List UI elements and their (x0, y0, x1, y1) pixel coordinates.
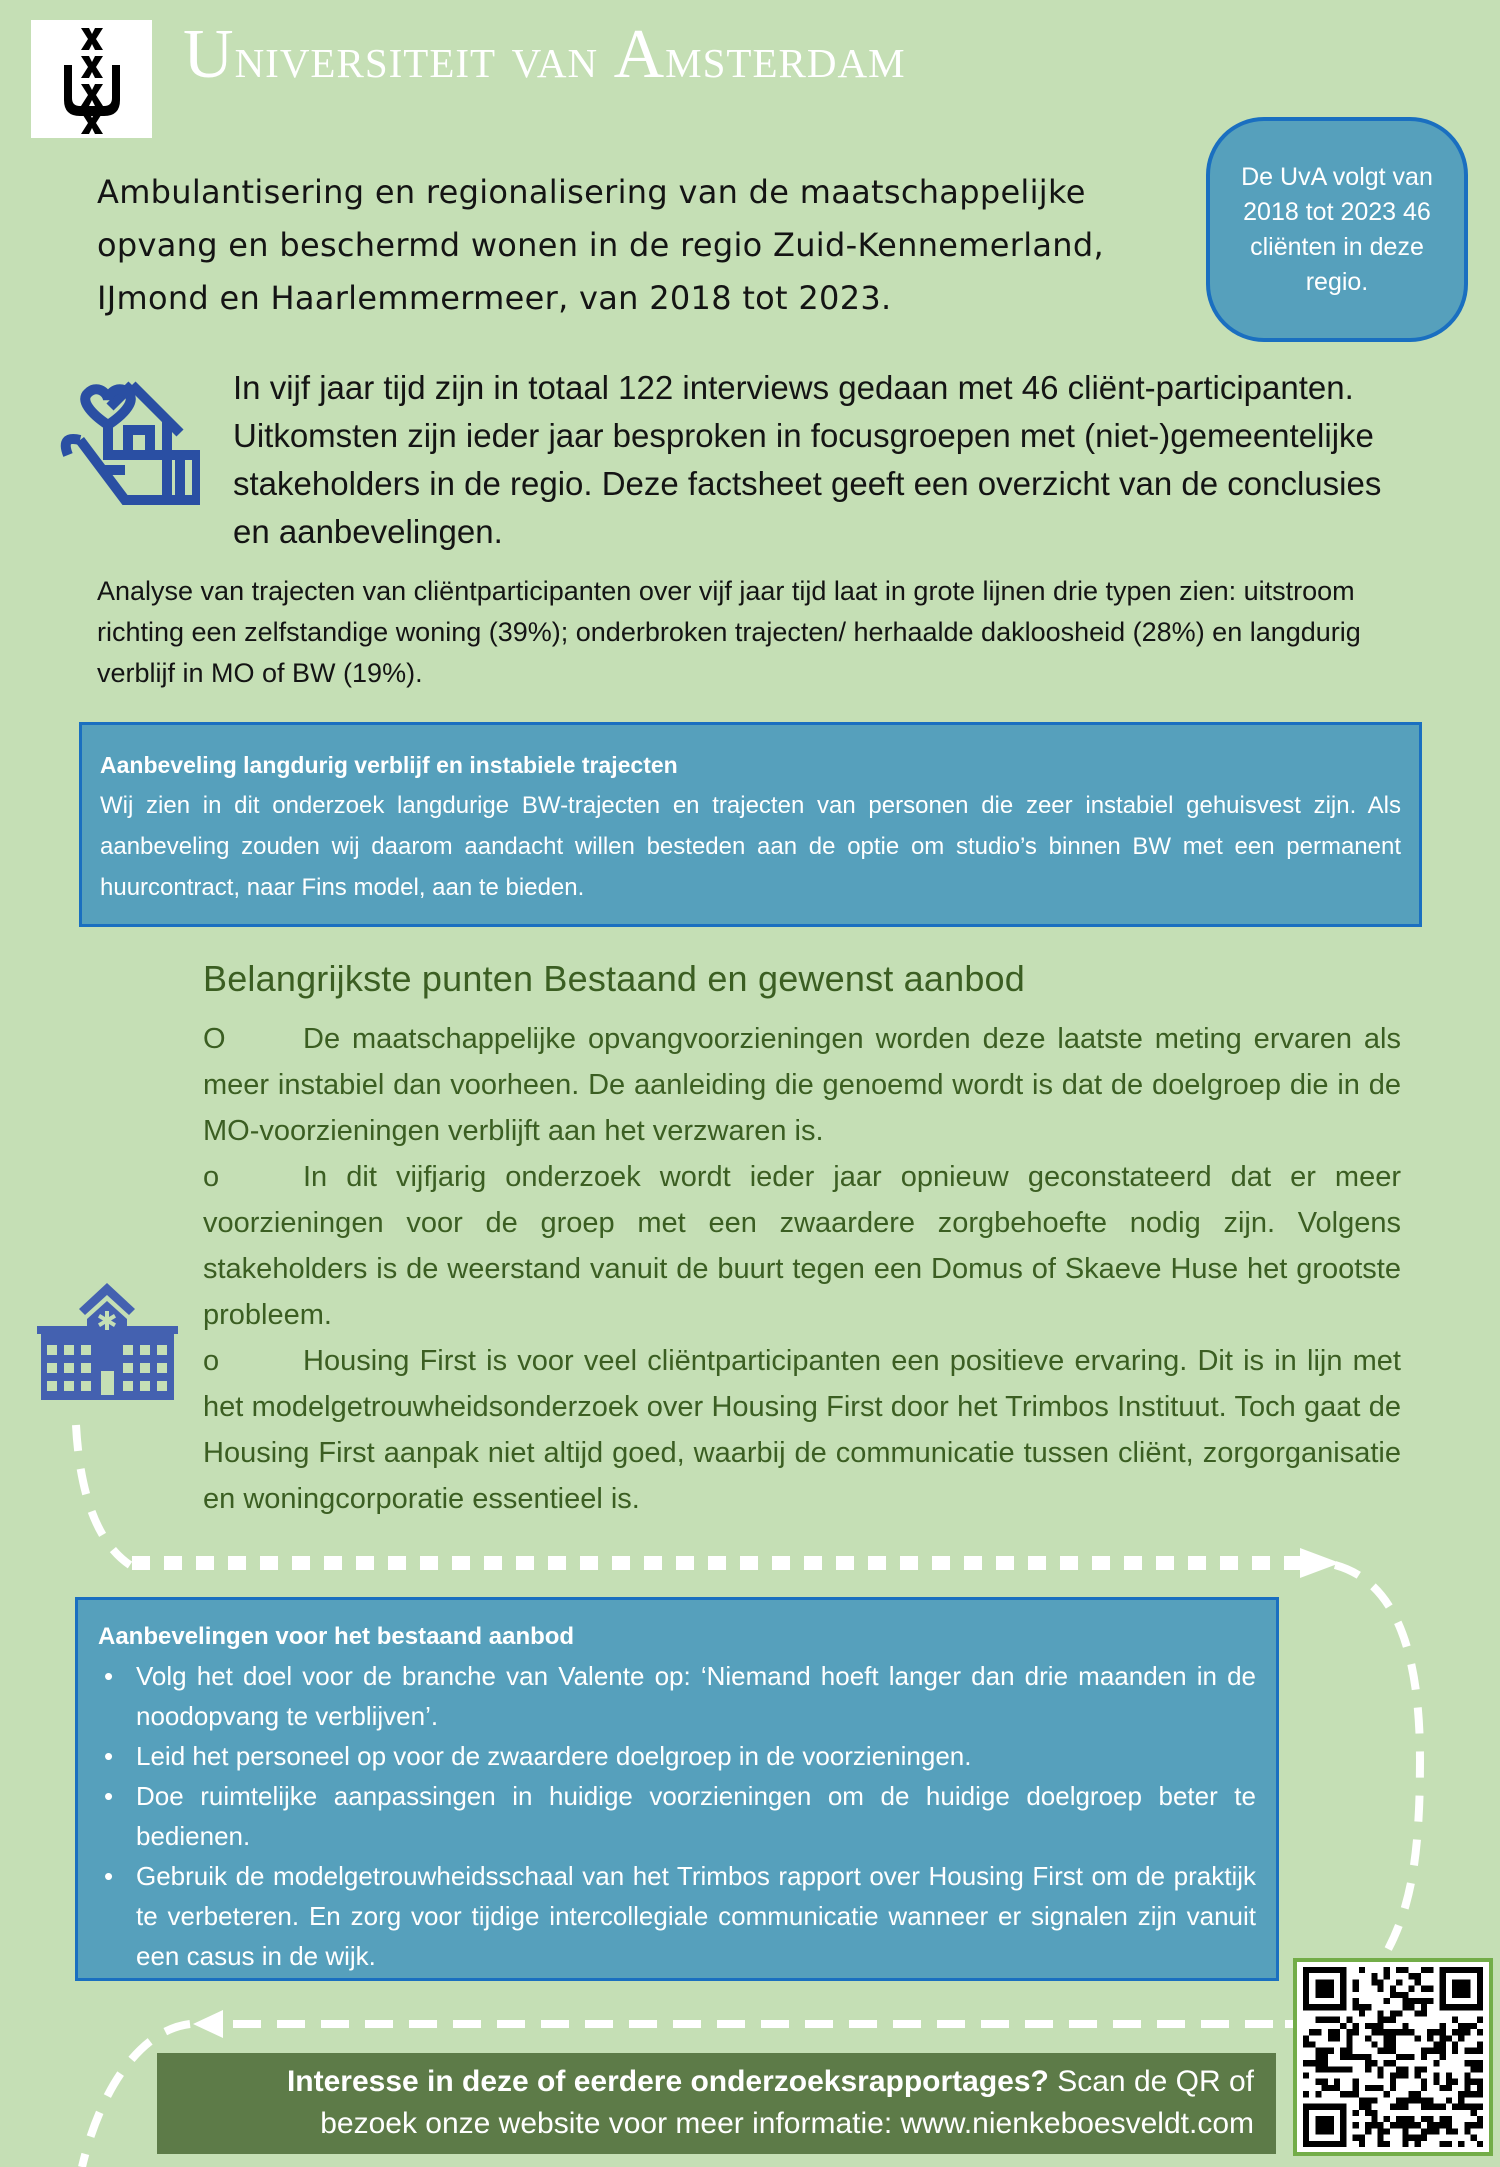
dash-bottom (673, 2020, 701, 2028)
uva-logo-icon (31, 20, 152, 138)
recommendation-text: Leid het personeel op voor de zwaardere doelgroep in de voorzieningen. (136, 1741, 972, 1771)
dash-bottom (1113, 2020, 1141, 2028)
dashed-path-right-curve (1335, 1565, 1420, 1955)
footer-bold: Interesse in deze of eerdere onderzoeksrapportages? (286, 2065, 1049, 2098)
key-point-item (203, 1016, 1401, 1154)
dash-bottom (541, 2020, 569, 2028)
recommendation-text: Volg het doel voor de branche van Valente op: ‘Niemand hoeft langer dan drie maanden in de noodopvang te verblijven’. (136, 1661, 1256, 1731)
dash-bottom (805, 2020, 833, 2028)
qr-code-pattern (1302, 1967, 1484, 2147)
badge-text: De UvA volgt van 2018 tot 2023 46 cliënten in deze regio. (1241, 162, 1433, 296)
uva-logo (31, 20, 152, 138)
summary-text: In vijf jaar tijd zijn in totaal 122 interviews gedaan met 46 cliënt-participanten. Uitkomsten zijn ieder jaar besproken in focusgroepen met (niet-)gemeentelijke stakeholders in de regio. Deze factsheet geeft een overzicht van de conclusies en aanbevelingen. (233, 369, 1382, 550)
dash-bottom (1245, 2020, 1273, 2028)
key-point-bullet: o (203, 1345, 220, 1377)
dash-bottom (1157, 2020, 1185, 2028)
footer-line-2[interactable]: bezoek onze website voor meer informatie: www.nienkeboesveldt.com (320, 2107, 1254, 2140)
dash-bottom (893, 2020, 921, 2028)
dash-bottom (937, 2020, 965, 2028)
dash-bottom (629, 2020, 657, 2028)
dash-bottom (849, 2020, 877, 2028)
recommendation-item (98, 1736, 1256, 1776)
recommendation-long-stay-title: Aanbeveling langdurig verblijf en instabiele trajecten (100, 752, 678, 778)
dash-bottom (1025, 2020, 1053, 2028)
dash-bottom (321, 2020, 349, 2028)
qr-code-icon[interactable] (1293, 1958, 1493, 2156)
dash-bottom (409, 2020, 437, 2028)
dash-bottom (453, 2020, 481, 2028)
factsheet-title: Ambulantisering en regionalisering van de maatschappelijke opvang en beschermd wonen in de regio Zuid-Kennemerland, IJmond en Haarlemmermeer, van 2018 tot 2023. (97, 173, 1104, 317)
dash-bottom (277, 2020, 305, 2028)
university-title (183, 16, 906, 93)
recommendations-existing-title: Aanbevelingen voor het bestaand aanbod (98, 1623, 575, 1650)
dash-bottom (981, 2020, 1009, 2028)
key-points-title: Belangrijkste punten Bestaand en gewenst aanbod (203, 958, 1026, 999)
dash-bottom (497, 2020, 525, 2028)
bullet-icon: • (104, 1741, 114, 1771)
dash-bottom (585, 2020, 613, 2028)
key-point-text: De maatschappelijke opvangvoorzieningen worden deze laatste meting ervaren als meer instabiel dan voorheen. De aanleiding die genoemd wordt is dat de doelgroep die in de MO-voorzieningen verblijft aan het verzwaren is. (203, 1023, 1401, 1147)
bullet-icon: • (104, 1781, 114, 1811)
key-point-text: Housing First is voor veel cliëntparticipanten een positieve ervaring. Dit is in lijn met het modelgetrouwheidsonderzoek over Housing First door het Trimbos Instituut. Toch gaat de Housing First aanpak niet altijd goed, waarbij de communicatie tussen cliënt, zorgorganisatie en woningcorporatie essentieel is. (203, 1345, 1401, 1515)
dashed-path-left-curve (76, 1425, 130, 1565)
title-initial: A (613, 16, 666, 93)
footer-line-1 (157, 2061, 1254, 2103)
hospital-building-icon (35, 1283, 180, 1401)
recommendation-long-stay-box (79, 722, 1422, 927)
title-initial: U (183, 16, 235, 93)
title-rest: msterdam (665, 25, 906, 90)
bullet-icon: • (104, 1861, 114, 1891)
title-rest: niversiteit van (234, 25, 614, 90)
dash-bottom (1069, 2020, 1097, 2028)
key-point-bullet: o (203, 1161, 220, 1193)
participants-badge (1206, 117, 1468, 342)
bullet-icon: • (104, 1661, 114, 1691)
analysis-text: Analyse van trajecten van cliëntparticipanten over vijf jaar tijd laat in grote lijnen drie typen zien: uitstroom richting een zelfstandige woning (39%); onderbroken trajecten/ herhaalde dakloosheid (28%) en langdurig verblijf in MO of BW (19%). (97, 576, 1361, 688)
dash-bottom (761, 2020, 789, 2028)
key-points-list (203, 1016, 1401, 1522)
qr-finder-pattern (1315, 1979, 1334, 1998)
arrow-right-head (1300, 1548, 1340, 1578)
dash-bottom (1201, 2020, 1229, 2028)
dash-bottom (717, 2020, 745, 2028)
dash-bottom (365, 2020, 393, 2028)
recommendation-item (98, 1776, 1256, 1856)
key-point-text: In dit vijfjarig onderzoek wordt ieder jaar opnieuw geconstateerd dat er meer voorzieningen voor de groep met een zwaardere zorgbehoefte nodig zijn. Volgens stakeholders is de weerstand vanuit de buurt tegen een Domus of Skaeve Huse het grootste probleem. (203, 1161, 1401, 1331)
qr-finder-pattern (1315, 2116, 1334, 2135)
recommendation-long-stay-text: Wij zien in dit onderzoek langdurige BW-trajecten en trajecten van personen die zeer instabiel gehuisvest zijn. Als aanbeveling zouden wij daarom aandacht willen besteden aan de optie om studio’s binnen BW met een permanent huurcontract, naar Fins model, aan te bieden. (100, 792, 1401, 901)
arrow-left-head (193, 2010, 223, 2038)
key-point-bullet: O (203, 1023, 226, 1055)
recommendation-item (98, 1856, 1256, 1976)
recommendation-item (98, 1656, 1256, 1736)
recommendations-existing-box (75, 1597, 1279, 1981)
hand-house-heart-icon (50, 375, 200, 520)
recommendation-text: Doe ruimtelijke aanpassingen in huidige voorzieningen om de huidige doelgroep beter te bedienen. (136, 1781, 1256, 1851)
qr-finder-pattern (1452, 1979, 1471, 1998)
footer-text: Scan de QR of (1048, 2065, 1254, 2098)
key-point-item (203, 1154, 1401, 1338)
dash-bottom (233, 2020, 261, 2028)
key-point-item (203, 1338, 1401, 1522)
contact-footer (157, 2053, 1276, 2154)
recommendations-existing-list (98, 1656, 1256, 1976)
recommendation-text: Gebruik de modelgetrouwheidsschaal van het Trimbos rapport over Housing First om de praktijk te verbeteren. En zorg voor tijdige intercollegiale communicatie wanneer er signalen zijn vanuit een casus in de wijk. (136, 1861, 1256, 1971)
